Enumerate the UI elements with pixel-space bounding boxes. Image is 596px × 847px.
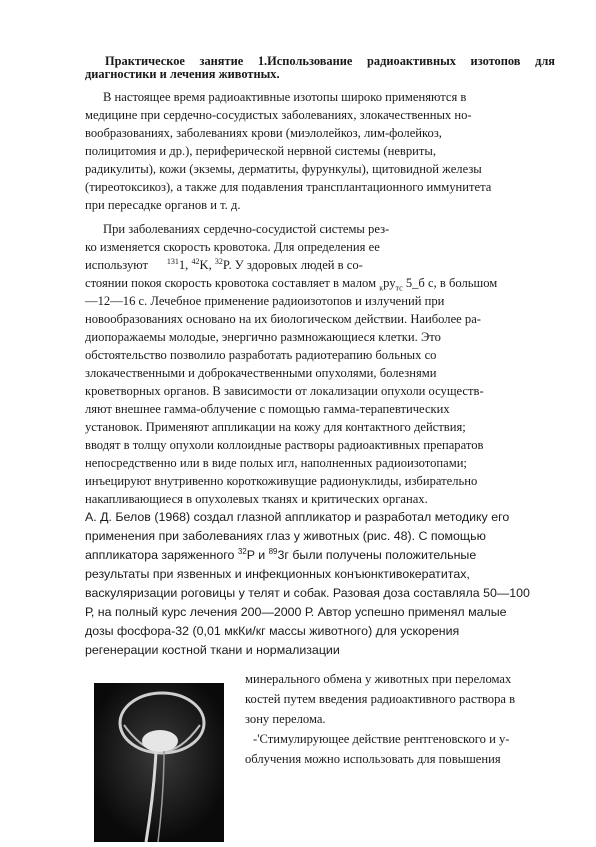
text-line: -'Стимулирующее действие рентгеновского и у-: [253, 732, 510, 746]
text-line: облучения можно использовать для повышения: [245, 752, 501, 766]
text-line: В настоящее время радиоактивные изотопы широко применяются в: [103, 90, 467, 104]
applicator-illustration: [94, 683, 224, 842]
text-line: дозы фосфора-32 (0,01 мкКи/кг массы животного) для ускорения: [85, 624, 460, 638]
text-line: непосредственно или в виде полых игл, наполненных радиоизотопами;: [85, 456, 467, 470]
text-line-flow: стоянии покоя скорость кровотока составляет в малом $_кру_{тс}$ 5_б с, в большом: [85, 276, 498, 292]
text-line: злокачественными и доброкачественными опухолями, болезнями: [85, 366, 437, 380]
text-line: ляют внешнее гамма-облучение с помощью гамма-терапевтических: [85, 402, 450, 416]
text-line: инъецируют внутривенно короткоживущие радионуклиды, избирательно: [85, 474, 478, 488]
text-line-isotopes: используют $^{131}$1, $^{42}$K, $^{32}$P. У здоровых людей в со-: [85, 256, 363, 272]
text-line: вводят в толщу опухоли коллоидные растворы радиоактивных препаратов: [85, 438, 484, 452]
text-line: Р, на полный курс лечения 200—2000 Р. Автор успешно применял малые: [85, 605, 507, 619]
text-line: накапливающиеся в опухолевых тканях и критических органах.: [85, 492, 428, 506]
text-line: установок. Применяют аппликации на кожу для контактного действия;: [85, 420, 466, 434]
eye-applicator-photo: [94, 683, 224, 842]
text-line: вообразованиях, заболеваниях крови (миэлолейкоз, лим-фолейкоз,: [85, 126, 442, 140]
text-line: (тиреотоксикоз), а также для подавления трансплантационного иммунитета: [85, 180, 492, 194]
text-line: радикулиты), кожи (экземы, дерматиты, фурункулы), щитовидной железы: [85, 162, 482, 176]
text-line: При заболеваниях сердечно-сосудистой системы рез-: [103, 222, 390, 236]
text-line: А. Д. Белов (1968) создал глазной аппликатор и разработал методику его: [85, 510, 510, 524]
text-line: костей путем введения радиоактивного раствора в: [245, 692, 516, 706]
text-line: васкуляризации роговицы у телят и собак. Разовая доза составляла 50—100: [85, 586, 530, 600]
text-line: полицитомия и др.), периферической нервной системы (невриты,: [85, 144, 437, 158]
text-line: кроветворных органов. В зависимости от локализации опухоли осуществ-: [85, 384, 484, 398]
text-line: минерального обмена у животных при переломах: [245, 672, 512, 686]
text-line: обстоятельство позволило разработать радиотерапию больных со: [85, 348, 437, 362]
text-line: применения при заболеваниях глаз у животных (рис. 48). С помощью: [85, 529, 486, 543]
text-line: новообразованиях основано на их биологическом действии. Наиболее ра-: [85, 312, 481, 326]
text-line: зону перелома.: [245, 712, 326, 726]
text-line-applicator: аппликатора заряженного $^{32}$P и $^{89}$3г были получены положительные: [85, 546, 477, 562]
text-line: медицине при сердечно-сосудистых заболеваниях, злокачественных но-: [85, 108, 472, 122]
text-line: при пересадке органов и т. д.: [85, 198, 241, 212]
text-line: диопоражаемы молодые, энергично размножающиеся клетки. Это: [85, 330, 441, 344]
text-line: регенерации костной ткани и нормализации: [85, 643, 340, 657]
text-line: ко изменяется скорость кровотока. Для определения ее: [85, 240, 380, 254]
page-title: Практическое занятие 1.Использование радиоактивных изотопов для диагностики и лечения животных.: [85, 54, 555, 81]
text-line: результаты при язвенных и инфекционных конъюнктивокератитах,: [85, 567, 470, 581]
text-line: —12—16 с. Лечебное применение радиоизотопов и излучений при: [85, 294, 445, 308]
